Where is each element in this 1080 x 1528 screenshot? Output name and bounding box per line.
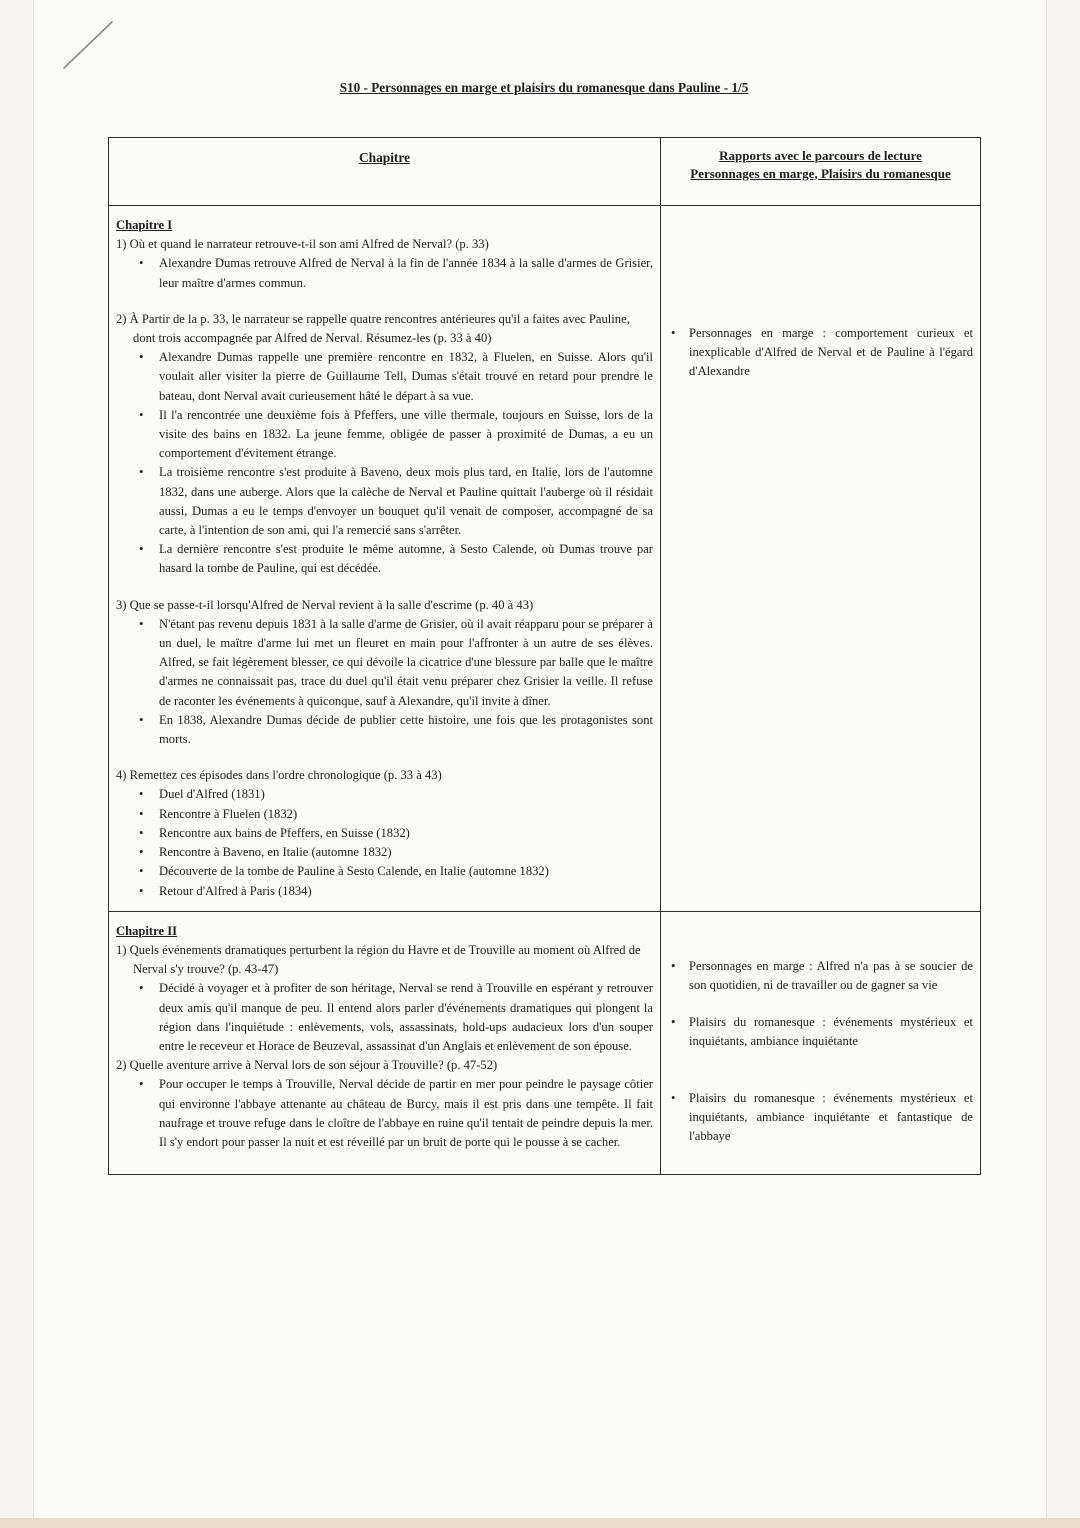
chapter-2-content (109, 911, 661, 1174)
chapter-1-notes (661, 206, 981, 912)
lesson-table (108, 137, 981, 1175)
list-item: • Rencontre à Fluelen (1832) (138, 805, 653, 824)
desk-edge (0, 1518, 1080, 1528)
answer-list (116, 615, 653, 749)
reading-note: • Personnages en marge : Alfred n'a pas à se soucier de son quotidien, ni de travailler ou de gagner sa vie (667, 957, 973, 995)
question: 4) Remettez ces épisodes dans l'ordre chronologique (p. 33 à 43) (116, 768, 442, 783)
answer-list (116, 348, 653, 578)
answer-list (116, 979, 653, 1056)
list-item: • La dernière rencontre s'est produite le même automne, à Sesto Calende, où Dumas trouve par hasard la tombe de Pauline, qui est décédée. (138, 540, 653, 578)
list-item: • Décidé à voyager et à profiter de son héritage, Nerval se rend à Trouville en espérant y retrouver deux amis qu'il manque de peu. Il entend alors parler d'événements dramatiques qui plongent la région dans l'inquiétude : enlèvements, vols, assassinats, hold-ups audacieux lors d'un souper entre le receveur et Horace de Beuzeval, assassinat d'un Anglais et enlèvement de son épouse. (138, 979, 653, 1056)
question: 1) Quels événements dramatiques perturbent la région du Havre et de Trouville au moment où Alfred de Nerval s'y trouve? (p. 43-47) (116, 942, 641, 977)
question: 3) Que se passe-t-il lorsqu'Alfred de Nerval revient à la salle d'escrime (p. 40 à 43) (116, 597, 534, 612)
header-relation: Rapports avec le parcours de lecture Personnages en marge, Plaisirs du romanesque (661, 138, 981, 206)
answer-list (116, 785, 653, 900)
answer-list (116, 1075, 653, 1152)
reading-note: • Plaisirs du romanesque : événements mystérieux et inquiétants, ambiance inquiétante et fantastique de l'abbaye (667, 1089, 973, 1146)
chapter-title: Chapitre II (116, 923, 177, 938)
list-item: • Rencontre aux bains de Pfeffers, en Suisse (1832) (138, 824, 653, 843)
list-item: • En 1838, Alexandre Dumas décide de publier cette histoire, une fois que les protagonistes sont morts. (138, 711, 653, 749)
list-item: • Duel d'Alfred (1831) (138, 785, 653, 804)
list-item: • Retour d'Alfred à Paris (1834) (138, 882, 653, 901)
table-header-row (109, 138, 981, 206)
chapter-1-content (109, 206, 661, 912)
chapter-title: Chapitre I (116, 218, 173, 232)
list-item: • N'étant pas revenu depuis 1831 à la salle d'arme de Grisier, où il avait réapparu pour se préparer à un duel, le maître d'arme lui met un fleuret en main pour l'affronter à un autre de ses élèves. Alfred, se fait légèrement blesser, ce qui dévoile la cicatrice d'une blessure par balle que le maître d'armes ne connaissait pas, trace du duel qu'il était venu préparer chez Grisier la veille. Il refuse de raconter les événements à quiconque, sauf à Alexandre, qu'il invite à dîner. (138, 615, 653, 711)
list-item: • La troisième rencontre s'est produite à Baveno, deux mois plus tard, en Italie, lors de l'automne 1832, dans une auberge. Alors que la calèche de Nerval et Pauline quittait l'auberge où il résidait aussi, Dumas a eu le temps d'envoyer un bouquet qu'il venait de composer, accompagné de sa carte, à l'intention de son ami, qui l'a remercié sans s'arrêter. (138, 463, 653, 540)
pen-slash-mark (60, 18, 120, 74)
document-title: S10 - Personnages en marge et plaisirs du romanesque dans Pauline - 1/5 (339, 80, 749, 95)
reading-note: • Personnages en marge : comportement curieux et inexplicable d'Alfred de Nerval et de Pauline à l'égard d'Alexandre (667, 324, 973, 381)
table-row-chapter-1 (109, 206, 981, 912)
question: 1) Où et quand le narrateur retrouve-t-il son ami Alfred de Nerval? (p. 33) (116, 237, 489, 252)
question: 2) À Partir de la p. 33, le narrateur se rappelle quatre rencontres antérieures qu'il a faites avec Pauline, dont trois accompagnée par Alfred de Nerval. Résumez-les (p. 33 à 40) (116, 311, 630, 346)
header-chapter: Chapitre (109, 138, 661, 206)
chapter-2-notes (661, 911, 981, 1174)
answer-list (116, 254, 653, 292)
list-item: • Alexandre Dumas retrouve Alfred de Nerval à la fin de l'année 1834 à la salle d'armes de Grisier, leur maître d'armes commun. (138, 254, 653, 292)
list-item: • Pour occuper le temps à Trouville, Nerval décide de partir en mer pour peindre le paysage côtier qui environne l'abbaye attenante au château de Burcy, mais il est pris dans une tempête. Il fait naufrage et trouve refuge dans le cloître de l'abbaye en ruine qu'il tentait de peindre depuis la mer. Il s'y endort pour passer la nuit et est réveillé par un bruit de porte qui le pousse à se cacher. (138, 1075, 653, 1152)
table-row-chapter-2 (109, 911, 981, 1174)
list-item: • Découverte de la tombe de Pauline à Sesto Calende, en Italie (automne 1832) (138, 862, 653, 881)
list-item: • Alexandre Dumas rappelle une première rencontre en 1832, à Fluelen, en Suisse. Alors qu'il voulait aller visiter la pierre de Guillaume Tell, Dumas s'était trouvé en retard pour prendre le bateau, dont Nerval avait curieusement hâté le départ à sa vue. (138, 348, 653, 406)
question: 2) Quelle aventure arrive à Nerval lors de son séjour à Trouville? (p. 47-52) (116, 1058, 498, 1073)
reading-note: • Plaisirs du romanesque : événements mystérieux et inquiétants, ambiance inquiétante (667, 1013, 973, 1051)
list-item: • Rencontre à Baveno, en Italie (automne 1832) (138, 843, 653, 862)
list-item: • Il l'a rencontrée une deuxième fois à Pfeffers, une ville thermale, toujours en Suisse, lors de la visite des bains en 1832. La jeune femme, obligée de passer à proximité de Dumas, a eu un comportement d'évitement étrange. (138, 406, 653, 464)
